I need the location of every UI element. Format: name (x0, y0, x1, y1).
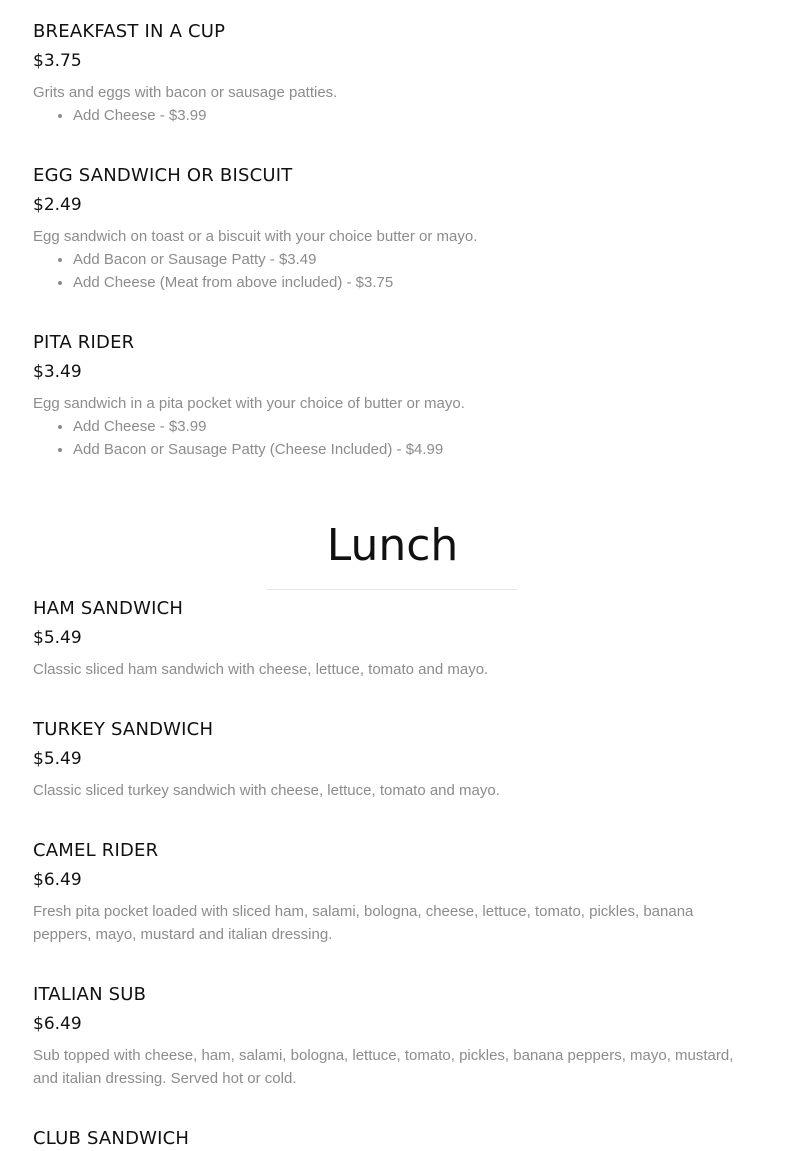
menu-item-turkey-sandwich (33, 718, 753, 802)
item-option: • Add Cheese - $3.99 (73, 104, 753, 127)
menu-item-ham-sandwich (33, 597, 753, 681)
section-title-lunch: Lunch (326, 520, 459, 571)
item-description: Grits and eggs with bacon or sausage patties. (33, 84, 338, 101)
item-description: Classic sliced turkey sandwich with cheese, lettuce, tomato and mayo. (33, 782, 500, 799)
item-options-list (33, 248, 753, 294)
item-price: $6.49 (33, 1014, 82, 1034)
menu-item-egg-sandwich-or-biscuit (33, 164, 753, 294)
menu-item-pita-rider (33, 331, 753, 461)
section-divider (267, 589, 517, 590)
item-name: TURKEY SANDWICH (33, 719, 214, 740)
item-price: $3.75 (33, 51, 82, 71)
menu-item-camel-rider (33, 839, 753, 946)
item-description: Egg sandwich on toast or a biscuit with your choice butter or mayo. (33, 228, 478, 245)
item-name: ITALIAN SUB (33, 984, 147, 1005)
item-description: Egg sandwich in a pita pocket with your choice of butter or mayo. (33, 395, 465, 412)
item-option: • Add Bacon or Sausage Patty - $3.49 (73, 248, 753, 271)
menu-item-breakfast-in-a-cup (33, 20, 753, 127)
item-name: CLUB SANDWICH (33, 1128, 190, 1149)
item-description: Classic sliced ham sandwich with cheese, lettuce, tomato and mayo. (33, 661, 489, 678)
item-name: CAMEL RIDER (33, 840, 159, 861)
item-name: BREAKFAST IN A CUP (33, 21, 226, 42)
item-name: PITA RIDER (33, 332, 135, 353)
item-option: • Add Bacon or Sausage Patty (Cheese Included) - $4.99 (73, 438, 753, 461)
item-options-list (33, 415, 753, 461)
item-option: • Add Cheese (Meat from above included) - $3.75 (73, 271, 753, 294)
item-price: $5.49 (33, 749, 82, 769)
item-description: Sub topped with cheese, ham, salami, bologna, lettuce, tomato, pickles, banana peppers, mayo, mustard, and italian dressing. Served hot or cold. (33, 1047, 734, 1087)
item-name: EGG SANDWICH OR BISCUIT (33, 165, 293, 186)
menu-item-club-sandwich (33, 1127, 753, 1151)
item-option: • Add Cheese - $3.99 (73, 415, 753, 438)
item-price: $6.49 (33, 870, 82, 890)
item-name: HAM SANDWICH (33, 598, 184, 619)
menu-item-italian-sub (33, 983, 753, 1090)
item-options-list (33, 104, 753, 127)
item-price: $5.49 (33, 628, 82, 648)
item-price: $3.49 (33, 362, 82, 382)
item-description: Fresh pita pocket loaded with sliced ham, salami, bologna, cheese, lettuce, tomato, pickles, banana peppers, mayo, mustard and italian dressing. (33, 903, 694, 943)
item-price: $2.49 (33, 195, 82, 215)
